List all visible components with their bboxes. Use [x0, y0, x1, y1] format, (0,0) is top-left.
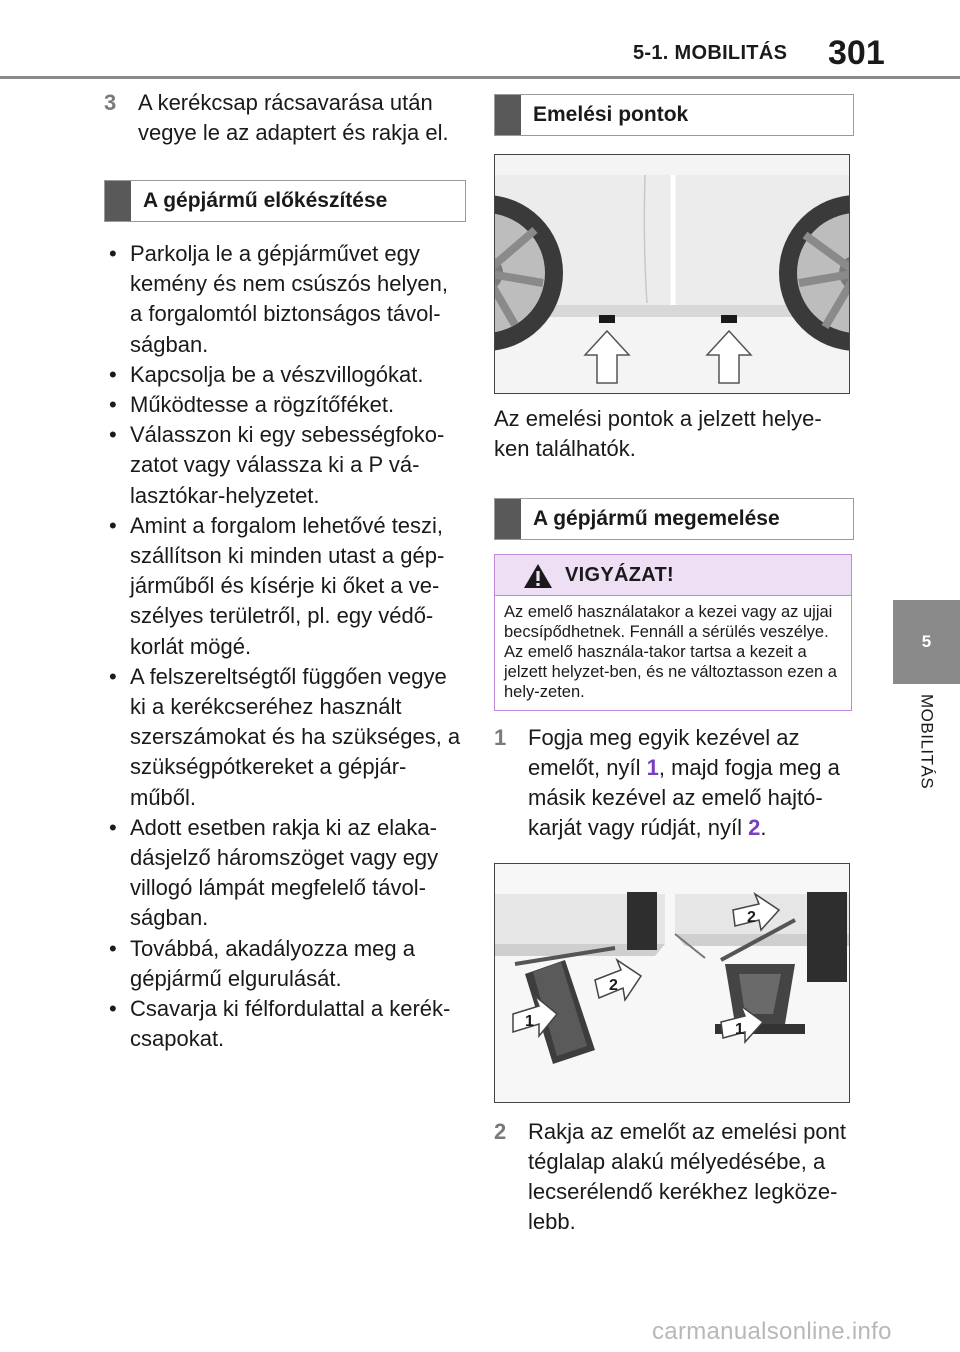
warning-box — [494, 554, 852, 711]
list-item: • Csavarja ki félfordulattal a kerék-csapokat. — [104, 994, 466, 1054]
jack-figure — [494, 863, 850, 1103]
right-column — [494, 88, 854, 1237]
jack-illustration — [495, 864, 849, 1102]
heading-lifting-vehicle — [494, 498, 854, 540]
lift-points-caption: Az emelési pontok a jelzett helye-ken találhatók. — [494, 406, 822, 461]
jack-label-1: 1 — [525, 1013, 534, 1030]
chapter-tab-text: MOBILITÁS — [917, 694, 937, 790]
jack-label-2: 2 — [609, 977, 618, 994]
heading-text: A gépjármű megemelése — [533, 507, 780, 530]
warning-text: Az emelő használatakor a kezei vagy az ujjai becsípődhetnek. Fennáll a sérülés veszélye. Az emelő használa-takor tartsa a kezeit a jelzett helyzet-ben, és ne változtasson ezen a hely-zeten. — [504, 603, 837, 701]
step-2 — [494, 1117, 854, 1237]
lift-points-figure — [494, 154, 850, 394]
arrow-ref-2: 2 — [748, 815, 761, 840]
step-number: 2 — [494, 1119, 507, 1144]
step-number: 3 — [104, 90, 117, 115]
heading-text: Emelési pontok — [533, 103, 689, 126]
lift-points-illustration — [495, 155, 849, 393]
heading-lift-points — [494, 94, 854, 136]
list-item: • A felszereltségtől függően vegye ki a kerékcseréhez használt szerszámokat és ha szükséges, a szükségpótkereket a gépjár-műből. — [104, 662, 466, 813]
warning-triangle-icon — [523, 563, 553, 589]
jack-label-2-right: 2 — [747, 909, 756, 926]
step-3 — [104, 88, 466, 148]
header-divider — [0, 76, 960, 79]
chapter-tab-label — [893, 688, 960, 848]
left-column — [104, 88, 466, 1054]
list-item: • Kapcsolja be a vészvillogókat. — [104, 360, 466, 390]
warning-title: VIGYÁZAT! — [565, 564, 674, 586]
chapter-tab-number[interactable]: 5 — [893, 600, 960, 684]
list-item: • Parkolja le a gépjárművet egy kemény és nem csúszós helyen, a forgalomtól biztonságos távol-ságban. — [104, 239, 466, 360]
step-1 — [494, 723, 854, 843]
list-item: • Továbbá, akadályozza meg a gépjármű elgurulását. — [104, 934, 466, 994]
list-item: • Amint a forgalom lehetővé teszi, szállítson ki minden utast a gép-járműből és kísérje ki őket a ve-szélyes területről, pl. egy védő-korlát mögé. — [104, 511, 466, 662]
step-text: A kerékcsap rácsavarása után vegye le az adaptert és rakja el. — [138, 90, 449, 145]
footer-watermark: carmanualsonline.info — [652, 1318, 892, 1345]
jack-label-1-right: 1 — [735, 1021, 744, 1038]
section-title: 5-1. MOBILITÁS — [633, 42, 788, 64]
list-item: • Válasszon ki egy sebességfoko-zatot vagy válassza ki a P vá-lasztókar-helyzetet. — [104, 420, 466, 511]
heading-prepare-vehicle — [104, 180, 466, 222]
list-item: • Működtesse a rögzítőféket. — [104, 390, 466, 420]
arrow-ref-1: 1 — [646, 755, 659, 780]
step-text-a: Fogja meg egyik kezével az emelőt, nyíl — [528, 725, 800, 780]
heading-text: A gépjármű előkészítése — [143, 189, 388, 212]
page-header — [0, 32, 960, 76]
step-number: 1 — [494, 725, 507, 750]
step-text-c: . — [760, 815, 767, 840]
step-text: Rakja az emelőt az emelési pont téglalap alakú mélyedésébe, a lecserélendő kerékhez legköze-lebb. — [528, 1119, 846, 1234]
page-number: 301 — [828, 34, 885, 72]
prepare-bullet-list — [104, 239, 466, 1054]
list-item: • Adott esetben rakja ki az elaka-dásjelző háromszöget vagy egy villogó lámpát megfelelő távol-ságban. — [104, 813, 466, 934]
step-text-b: , majd fogja meg a másik kezével az emelő hajtó-karját vagy rúdját, nyíl — [528, 755, 840, 840]
warning-header — [495, 555, 851, 596]
